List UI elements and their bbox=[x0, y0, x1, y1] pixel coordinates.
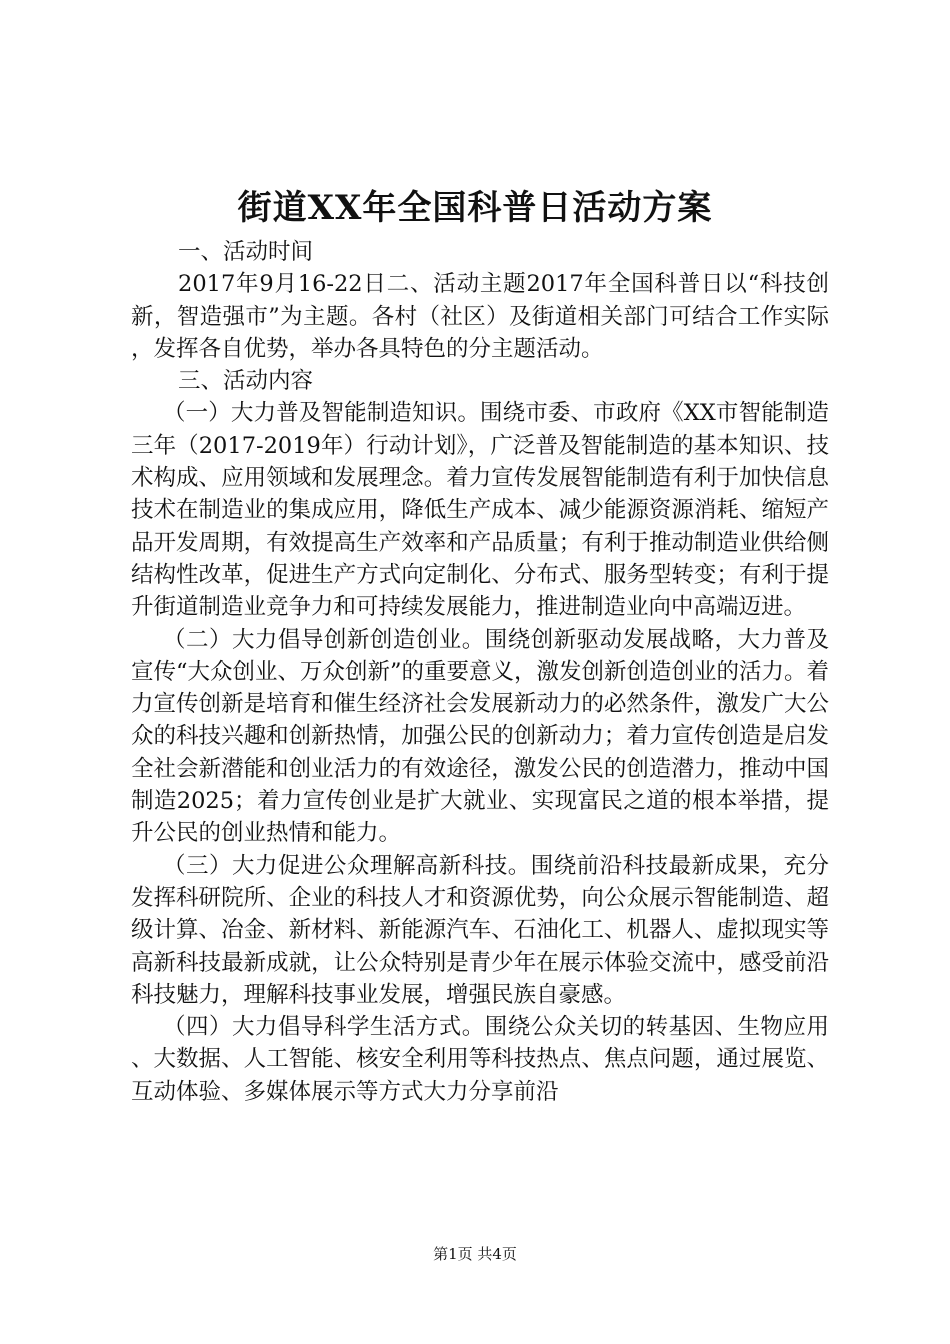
page-footer bbox=[0, 1243, 950, 1265]
paragraph-high-tech: （三）大力促进公众理解高新科技。围绕前沿科技最新成果，充分发挥科研院所、企业的科技人才和资源优势，向公众展示智能制造、超级计算、冶金、新材料、新能源汽车、石油化工、机器人、虚拟现实等高新科技最新成就，让公众特别是青少年在展示体验交流中，感受前沿科技魅力，理解科技事业发展，增强民族自豪感。 bbox=[131, 852, 829, 1008]
document-title: 街道XX年全国科普日活动方案 bbox=[237, 188, 713, 228]
paragraph-smart-manufacturing: （一）大力普及智能制造知识。围绕市委、市政府《XX市智能制造三年（2017-2019年）行动计划》，广泛普及智能制造的基本知识、技术构成、应用领域和发展理念。着力宣传发展智能制造有利于加快信息技术在制造业的集成应用，降低生产成本、减少能源资源消耗、缩短产品开发周期，有效提高生产效率和产品质量；有利于推动制造业供给侧结构性改革，促进生产方式向定制化、分布式、服务型转变；有利于提升街道制造业竞争力和可持续发展能力，推进制造业向中高端迈进。 bbox=[131, 400, 829, 621]
section-heading-time: 一、活动时间 bbox=[178, 239, 314, 265]
page-number: 第1页 共4页 bbox=[433, 1245, 517, 1263]
paragraph-scientific-lifestyle: （四）大力倡导科学生活方式。围绕公众关切的转基因、生物应用、大数据、人工智能、核安全利用等科技热点、焦点问题，通过展览、互动体验、多媒体展示等方式大力分享前沿 bbox=[131, 1014, 829, 1105]
document-body bbox=[131, 236, 829, 1108]
paragraph-innovation: （二）大力倡导创新创造创业。围绕创新驱动发展战略，大力普及宣传“大众创业、万众创新”的重要意义，激发创新创造创业的活力。着力宣传创新是培育和催生经济社会发展新动力的必然条件，激发广大公众的科技兴趣和创新热情，加强公民的创新动力；着力宣传创造是启发全社会新潜能和创业活力的有效途径，激发公民的创造潜力，推动中国制造2025；着力宣传创业是扩大就业、实现富民之道的根本举措，提升公民的创业热情和能力。 bbox=[131, 626, 830, 847]
section-heading-content: 三、活动内容 bbox=[178, 368, 314, 395]
paragraph-time-and-theme: 2017年9月16-22日二、活动主题2017年全国科普日以“科技创新，智造强市”为主题。各村（社区）及街道相关部门可结合工作实际，发挥各自优势，举办各具特色的分主题活动。 bbox=[131, 271, 829, 362]
